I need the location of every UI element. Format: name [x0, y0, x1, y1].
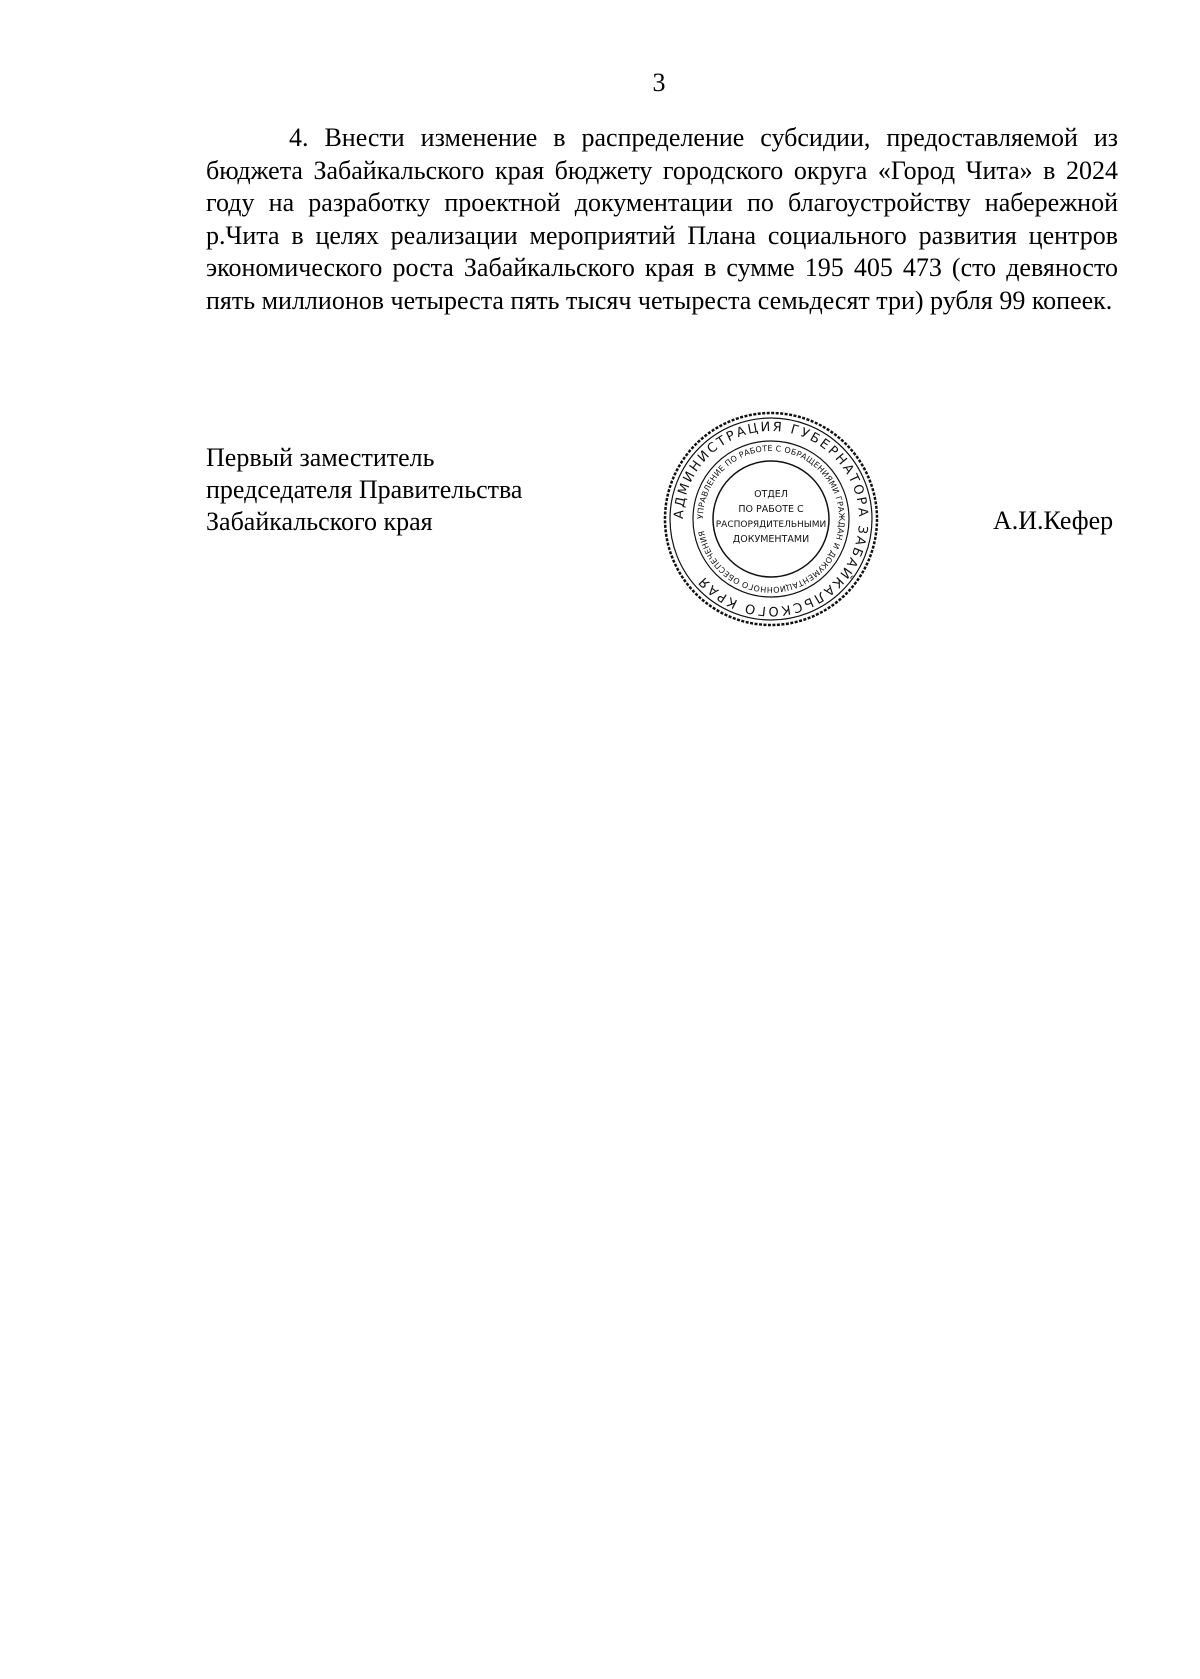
signatory-title	[206, 442, 522, 538]
signatory-name: А.И.Кефер	[993, 506, 1114, 535]
stamp-center-line: ДОКУМЕНТАМИ	[732, 534, 810, 545]
stamp-outer-text: АДМИНИСТРАЦИЯ ГУБЕРНАТОРА ЗАБАЙКАЛЬСКОГО КРАЯ	[671, 419, 871, 619]
stamp-inner-ring	[713, 461, 829, 577]
official-stamp	[660, 408, 882, 630]
stamp-inner-text: УПРАВЛЕНИЕ ПО РАБОТЕ С ОБРАЩЕНИЯМИ ГРАЖДАН И ДОКУМЕНТАЦИОННОГО ОБЕСПЕЧЕНИЯ	[695, 443, 847, 595]
page-number: 3	[652, 68, 666, 97]
stamp-center-line: ПО РАБОТЕ С	[738, 504, 804, 515]
signatory-title-line: председателя Правительства	[206, 475, 523, 504]
signatory-title-line: Забайкальского края	[206, 507, 433, 536]
stamp-center-line: РАСПОРЯДИТЕЛЬНЫМИ	[715, 520, 827, 530]
signatory-title-line: Первый заместитель	[206, 443, 435, 472]
paragraph-item-4: 4. Внести изменение в распределение субсидии, предоставляемой из бюджета Забайкальского края бюджету городского округа «Город Чита» в 2024 году на разработку проектной документации по благоустройству набережной р.Чита в целях реализации мероприятий Плана социального развития центров экономического роста Забайкальского края в сумме 195 405 473 (сто девяносто пять миллионов четыреста пять тысяч четыреста семьдесят три) рубля 99 копеек.	[206, 123, 1118, 315]
stamp-middle-ring	[693, 441, 849, 597]
stamp-center-line: ОТДЕЛ	[754, 489, 788, 500]
